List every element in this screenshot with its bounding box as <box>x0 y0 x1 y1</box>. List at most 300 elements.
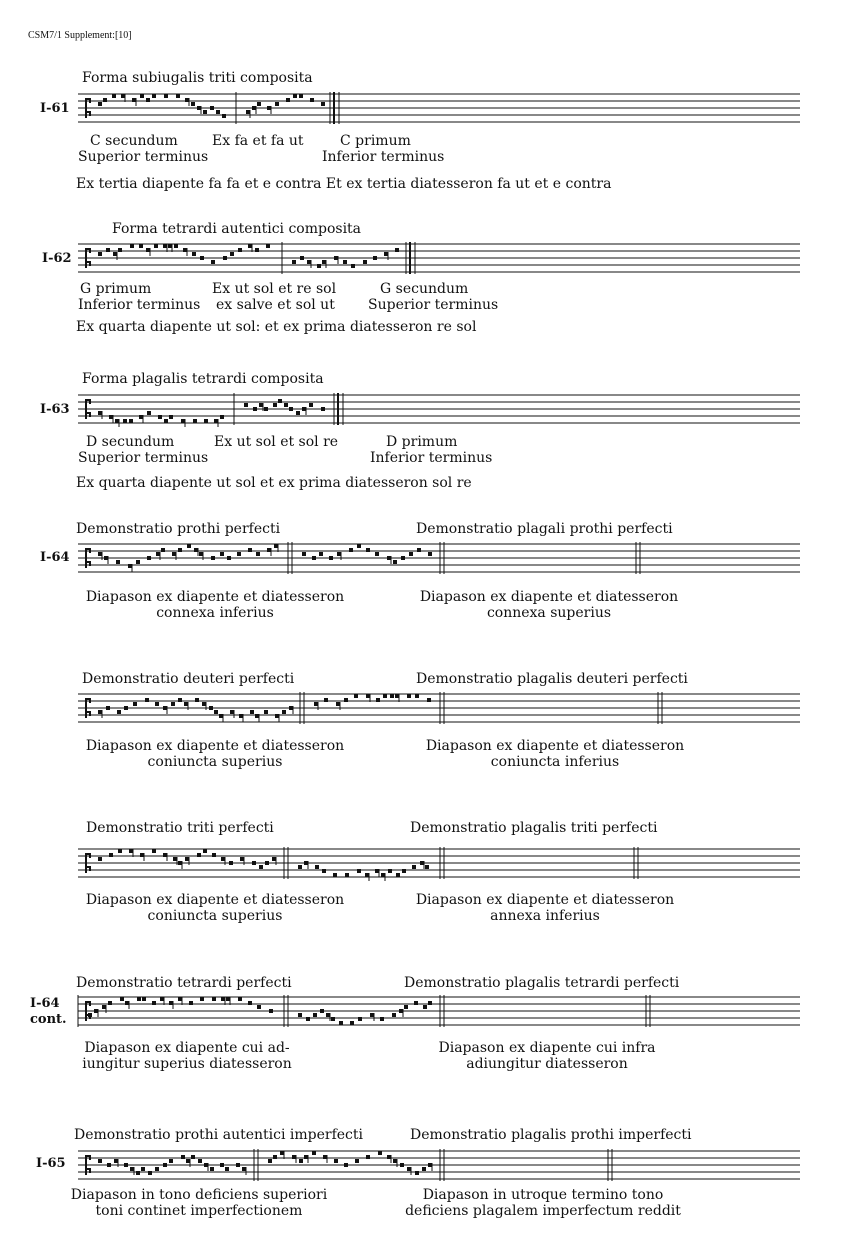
neume-note <box>214 419 218 423</box>
neume-note <box>178 861 182 865</box>
neume-note <box>163 706 167 710</box>
neume-note <box>289 706 293 710</box>
neume-note <box>147 556 151 560</box>
neume-note <box>112 94 116 98</box>
neume-note <box>212 997 216 1001</box>
neume-note <box>130 1167 134 1171</box>
neume-note <box>289 407 293 411</box>
neume-note <box>350 1021 354 1025</box>
neume-note <box>211 556 215 560</box>
neume-note <box>381 873 385 877</box>
neume-note <box>202 702 206 706</box>
neume-note <box>164 419 168 423</box>
music-staff <box>78 240 800 276</box>
neume-note <box>137 997 141 1001</box>
neume-note <box>227 556 231 560</box>
neume-note <box>98 102 102 106</box>
neume-note <box>152 94 156 98</box>
example-label: I-64 <box>40 550 70 565</box>
neume-note <box>344 698 348 702</box>
neume-note <box>220 415 224 419</box>
neume-note <box>304 861 308 865</box>
neume-note <box>259 403 263 407</box>
neume-note <box>113 252 117 256</box>
neume-note <box>230 252 234 256</box>
neume-note <box>168 244 172 248</box>
neume-note <box>163 244 167 248</box>
neume-note <box>169 1001 173 1005</box>
neume-note <box>189 1001 193 1005</box>
neume-note <box>296 411 300 415</box>
section-title: Demonstratio plagalis tetrardi perfecti <box>404 975 680 991</box>
neume-note <box>192 252 196 256</box>
neume-note <box>322 260 326 264</box>
neume-note <box>98 252 102 256</box>
neume-note <box>129 849 133 853</box>
neume-note <box>220 552 224 556</box>
neume-note <box>375 552 379 556</box>
neume-note <box>414 1001 418 1005</box>
neume-note <box>337 552 341 556</box>
caption-text: G secundum <box>380 281 469 297</box>
neume-note <box>186 1159 190 1163</box>
page-header: CSM7/1 Supplement:[10] <box>28 30 132 41</box>
section-title: Demonstratio tetrardi perfecti <box>76 975 292 991</box>
neume-note <box>222 114 226 118</box>
neume-note <box>155 1167 159 1171</box>
neume-note <box>125 1001 129 1005</box>
neume-note <box>336 702 340 706</box>
neume-note <box>116 560 120 564</box>
neume-note <box>141 1167 145 1171</box>
neume-note <box>344 1163 348 1167</box>
neume-note <box>203 110 207 114</box>
neume-note <box>387 556 391 560</box>
caption-text: Diapason ex diapente cui ad- <box>84 1040 290 1056</box>
neume-note <box>349 548 353 552</box>
neume-note <box>351 264 355 268</box>
example-label: I-62 <box>42 251 72 266</box>
neume-note <box>355 1159 359 1163</box>
section-title: Demonstratio plagalis prothi imperfecti <box>410 1127 692 1143</box>
neume-note <box>117 710 121 714</box>
section-title: Forma plagalis tetrardi composita <box>82 371 324 387</box>
neume-note <box>392 1013 396 1017</box>
neume-note <box>370 1013 374 1017</box>
neume-note <box>248 548 252 552</box>
neume-note <box>425 865 429 869</box>
neume-note <box>324 698 328 702</box>
neume-note <box>200 256 204 260</box>
neume-note <box>309 403 313 407</box>
neume-note <box>255 248 259 252</box>
neume-note <box>252 106 256 110</box>
neume-note <box>106 248 110 252</box>
neume-note <box>404 1005 408 1009</box>
neume-note <box>244 403 248 407</box>
neume-note <box>140 853 144 857</box>
neume-note <box>323 1155 327 1159</box>
neume-note <box>380 1017 384 1021</box>
neume-note <box>98 857 102 861</box>
neume-note <box>209 706 213 710</box>
neume-note <box>136 1171 140 1175</box>
neume-note <box>345 873 349 877</box>
neume-note <box>339 1021 343 1025</box>
caption-text: Ex ut sol et re sol <box>212 281 337 297</box>
neume-note <box>212 853 216 857</box>
caption-text: D secundum <box>86 434 175 450</box>
neume-note <box>282 710 286 714</box>
caption-text: Ex quarta diapente ut sol: et ex prima diatesseron re sol <box>76 319 477 335</box>
neume-note <box>98 411 102 415</box>
neume-note <box>242 1167 246 1171</box>
neume-note <box>298 865 302 869</box>
neume-note <box>415 694 419 698</box>
neume-note <box>106 706 110 710</box>
caption-text: D primum <box>386 434 458 450</box>
neume-note <box>193 419 197 423</box>
neume-note <box>178 698 182 702</box>
neume-note <box>174 244 178 248</box>
neume-note <box>280 1151 284 1155</box>
caption-text: Ex quarta diapente ut sol et ex prima diatesseron sol re <box>76 475 472 491</box>
caption-text: Diapason ex diapente et diatesseron <box>85 738 345 754</box>
neume-note <box>357 869 361 873</box>
neume-note <box>238 248 242 252</box>
music-staff <box>78 845 800 881</box>
neume-note <box>304 1155 308 1159</box>
neume-note <box>255 714 259 718</box>
music-staff <box>78 993 800 1029</box>
neume-note <box>246 110 250 114</box>
neume-note <box>366 548 370 552</box>
neume-note <box>194 548 198 552</box>
neume-note <box>210 106 214 110</box>
neume-note <box>163 1163 167 1167</box>
neume-note <box>264 407 268 411</box>
neume-note <box>363 260 367 264</box>
neume-note <box>278 399 282 403</box>
neume-note <box>375 869 379 873</box>
neume-note <box>401 556 405 560</box>
neume-note <box>248 244 252 248</box>
neume-note <box>299 1159 303 1163</box>
caption-text: Superior terminus <box>78 450 209 466</box>
section-title: Forma subiugalis triti composita <box>82 70 313 86</box>
neume-note <box>248 1001 252 1005</box>
neume-note <box>302 407 306 411</box>
neume-note <box>358 1017 362 1021</box>
neume-note <box>259 865 263 869</box>
caption-text: Diapason ex diapente et diatesseron <box>85 589 345 605</box>
section-title: Demonstratio triti perfecti <box>86 820 274 836</box>
neume-note <box>321 407 325 411</box>
music-staff <box>78 1147 800 1183</box>
caption-text: Diapason in utroque termino tono <box>422 1187 664 1203</box>
neume-note <box>329 556 333 560</box>
neume-note <box>388 869 392 873</box>
neume-note <box>176 94 180 98</box>
neume-note <box>267 548 271 552</box>
music-staff <box>78 690 800 726</box>
neume-note <box>237 552 241 556</box>
neume-note <box>146 248 150 252</box>
neume-note <box>312 1151 316 1155</box>
neume-note <box>197 853 201 857</box>
neume-note <box>314 702 318 706</box>
neume-note <box>115 419 119 423</box>
neume-note <box>407 694 411 698</box>
neume-note <box>120 997 124 1001</box>
neume-note <box>387 1155 391 1159</box>
neume-note <box>152 849 156 853</box>
neume-note <box>178 997 182 1001</box>
neume-note <box>198 1159 202 1163</box>
neume-note <box>124 1163 128 1167</box>
neume-note <box>366 694 370 698</box>
neume-note <box>292 260 296 264</box>
neume-note <box>265 861 269 865</box>
neume-note <box>365 873 369 877</box>
neume-note <box>300 256 304 260</box>
neume-note <box>320 1009 324 1013</box>
neume-note <box>185 857 189 861</box>
neume-note <box>109 415 113 419</box>
caption-text: C secundum <box>90 133 178 149</box>
neume-note <box>257 1005 261 1009</box>
caption-text: Inferior terminus <box>370 450 493 466</box>
neume-note <box>366 1155 370 1159</box>
caption-text: Inferior terminus <box>78 297 201 313</box>
neume-note <box>286 98 290 102</box>
neume-note <box>428 552 432 556</box>
neume-note <box>240 857 244 861</box>
neume-note <box>317 264 321 268</box>
caption-text: Diapason ex diapente cui infra <box>438 1040 656 1056</box>
neume-note <box>428 1163 432 1167</box>
caption-text: Superior terminus <box>78 149 209 165</box>
neume-note <box>373 256 377 260</box>
neume-note <box>129 419 133 423</box>
caption-text: adiungitur diatesseron <box>466 1056 628 1072</box>
caption-text: Ex fa et fa ut <box>212 133 304 149</box>
caption-text: C primum <box>340 133 411 149</box>
neume-note <box>292 1155 296 1159</box>
neume-note <box>268 1159 272 1163</box>
neume-note <box>98 552 102 556</box>
neume-note <box>236 1163 240 1167</box>
neume-note <box>109 853 113 857</box>
neume-note <box>204 1163 208 1167</box>
neume-note <box>98 1159 102 1163</box>
neume-note <box>214 710 218 714</box>
section-title: Demonstratio plagali prothi perfecti <box>416 521 673 537</box>
example-label: I-65 <box>36 1156 66 1171</box>
neume-note <box>147 411 151 415</box>
neume-note <box>181 1155 185 1159</box>
neume-note <box>133 702 137 706</box>
neume-note <box>274 544 278 548</box>
neume-note <box>400 1163 404 1167</box>
neume-note <box>139 244 143 248</box>
neume-note <box>310 98 314 102</box>
neume-note <box>195 698 199 702</box>
neume-note <box>239 714 243 718</box>
neume-note <box>299 94 303 98</box>
example-label-cont: cont. <box>30 1012 67 1027</box>
neume-note <box>145 698 149 702</box>
neume-note <box>334 1159 338 1163</box>
neume-note <box>257 102 261 106</box>
neume-note <box>140 94 144 98</box>
neume-note <box>197 106 201 110</box>
neume-note <box>427 698 431 702</box>
neume-note <box>203 849 207 853</box>
neume-note <box>354 694 358 698</box>
neume-note <box>187 544 191 548</box>
music-staff <box>78 540 800 576</box>
neume-note <box>223 256 227 260</box>
neume-note <box>130 244 134 248</box>
neume-note <box>334 256 338 260</box>
neume-note <box>108 1001 112 1005</box>
neume-note <box>88 1013 92 1017</box>
neume-note <box>183 248 187 252</box>
neume-note <box>211 260 215 264</box>
neume-note <box>219 714 223 718</box>
caption-text: connexa inferius <box>156 605 274 621</box>
neume-note <box>407 1167 411 1171</box>
caption-text: Diapason ex diapente et diatesseron <box>415 892 675 908</box>
neume-note <box>94 1009 98 1013</box>
neume-note <box>423 1005 427 1009</box>
neume-note <box>220 1163 224 1167</box>
neume-note <box>402 869 406 873</box>
example-label: I-63 <box>40 402 70 417</box>
neume-note <box>199 552 203 556</box>
neume-note <box>163 853 167 857</box>
neume-note <box>132 98 136 102</box>
neume-note <box>313 1013 317 1017</box>
section-title: Demonstratio deuteri perfecti <box>82 671 295 687</box>
neume-note <box>173 857 177 861</box>
neume-note <box>142 997 146 1001</box>
caption-text: G primum <box>80 281 152 297</box>
neume-note <box>114 1159 118 1163</box>
neume-note <box>256 552 260 556</box>
neume-note <box>273 403 277 407</box>
neume-note <box>253 407 257 411</box>
neume-note <box>128 564 132 568</box>
section-title: Demonstratio plagalis deuteri perfecti <box>416 671 688 687</box>
neume-note <box>264 710 268 714</box>
neume-note <box>178 548 182 552</box>
neume-note <box>315 865 319 869</box>
neume-note <box>136 560 140 564</box>
neume-note <box>169 415 173 419</box>
neume-note <box>415 1171 419 1175</box>
caption-text: Diapason in tono deficiens superiori <box>70 1187 328 1203</box>
neume-note <box>123 419 127 423</box>
neume-note <box>164 94 168 98</box>
neume-note <box>154 244 158 248</box>
neume-note <box>158 415 162 419</box>
neume-note <box>306 1017 310 1021</box>
neume-note <box>409 552 413 556</box>
caption-text: coniuncta superius <box>147 908 283 924</box>
section-title: Demonstratio plagalis triti perfecti <box>410 820 658 836</box>
neume-note <box>238 997 242 1001</box>
music-staff <box>78 391 800 427</box>
caption-text: Diapason ex diapente et diatesseron <box>419 589 679 605</box>
neume-note <box>181 419 185 423</box>
neume-note <box>321 102 325 106</box>
caption-text: Superior terminus <box>368 297 499 313</box>
neume-note <box>390 694 394 698</box>
neume-note <box>200 997 204 1001</box>
neume-note <box>428 1001 432 1005</box>
section-title: Forma tetrardi autentici composita <box>112 221 362 237</box>
neume-note <box>161 548 165 552</box>
neume-note <box>307 260 311 264</box>
neume-note <box>322 869 326 873</box>
neume-note <box>326 1013 330 1017</box>
neume-note <box>412 865 416 869</box>
caption-text: ex salve et sol ut <box>216 297 335 313</box>
section-title: Demonstratio prothi autentici imperfecti <box>74 1127 363 1143</box>
neume-note <box>319 552 323 556</box>
caption-text: coniuncta superius <box>147 754 283 770</box>
section-title: Demonstratio prothi perfecti <box>76 521 281 537</box>
caption-text: coniuncta inferius <box>490 754 620 770</box>
neume-note <box>184 702 188 706</box>
neume-note <box>331 1017 335 1021</box>
neume-note <box>417 548 421 552</box>
neume-note <box>396 873 400 877</box>
neume-note <box>139 415 143 419</box>
neume-note <box>275 102 279 106</box>
neume-note <box>378 1151 382 1155</box>
neume-note <box>229 861 233 865</box>
neume-note <box>399 1009 403 1013</box>
caption-text: Ex tertia diapente fa fa et e contra Et ex tertia diatesseron fa ut et e contra <box>76 176 612 192</box>
neume-note <box>103 98 107 102</box>
neume-note <box>333 873 337 877</box>
neume-note <box>395 248 399 252</box>
caption-text: Diapason ex diapente et diatesseron <box>85 892 345 908</box>
neume-note <box>107 1163 111 1167</box>
neume-note <box>383 694 387 698</box>
neume-note <box>298 1013 302 1017</box>
neume-note <box>155 702 159 706</box>
caption-text: toni continet imperfectionem <box>95 1203 303 1219</box>
neume-note <box>171 702 175 706</box>
neume-note <box>169 1159 173 1163</box>
neume-note <box>267 106 271 110</box>
neume-note <box>395 694 399 698</box>
neume-note <box>273 1155 277 1159</box>
neume-note <box>252 861 256 865</box>
neume-note <box>302 552 306 556</box>
caption-text: Ex ut sol et sol re <box>214 434 339 450</box>
neume-note <box>266 244 270 248</box>
example-label: I-61 <box>40 101 70 116</box>
neume-note <box>393 1159 397 1163</box>
caption-text: deficiens plagalem imperfectum reddit <box>405 1203 681 1219</box>
neume-note <box>102 1005 106 1009</box>
neume-note <box>191 1155 195 1159</box>
